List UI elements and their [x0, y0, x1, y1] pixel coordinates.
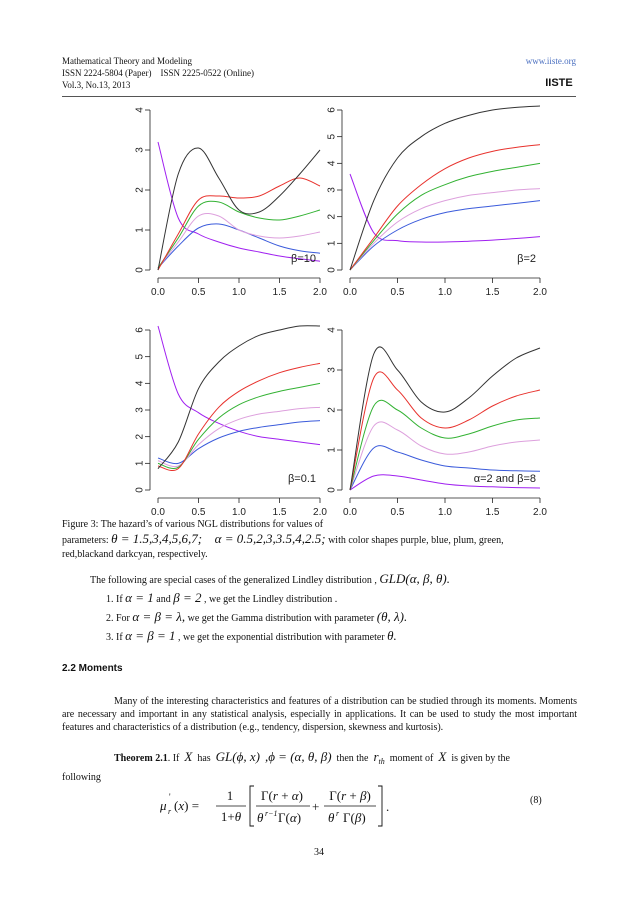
y-tick-label: 5 — [134, 353, 146, 360]
series-line-plum — [158, 407, 320, 466]
list-item — [62, 589, 582, 608]
caption-theta-values: θ = 1.5,3,4,5,6,7; — [111, 531, 203, 546]
item-number: 3. — [106, 632, 114, 643]
x-tick-label: 1.0 — [438, 287, 452, 298]
x-tick-label: 0.5 — [390, 287, 405, 298]
y-tick-label: 0 — [134, 267, 146, 273]
theorem-math: X — [438, 749, 447, 764]
list-item — [62, 608, 582, 627]
svg-text:r: r — [168, 807, 172, 816]
panel-label: α=2 and β=8 — [473, 473, 536, 485]
x-tick-label: 1.5 — [272, 507, 287, 518]
series-line-blue — [158, 421, 320, 464]
x-tick-label: 1.5 — [485, 507, 500, 518]
x-tick-label: 0.0 — [151, 287, 165, 298]
y-tick-label: 4 — [326, 327, 338, 333]
journal-volume: Vol.3, No.13, 2013 — [62, 80, 131, 90]
panel-3 — [135, 326, 328, 518]
series-line-darkcyan — [350, 347, 540, 490]
caption-line-2 — [62, 532, 582, 548]
y-tick-label: 3 — [326, 187, 338, 193]
iiste-logo — [542, 70, 576, 92]
y-tick-label: 2 — [134, 187, 146, 193]
journal-url[interactable]: www.iiste.org — [525, 56, 576, 66]
journal-header — [62, 55, 254, 91]
svg-text:Γ(α): Γ(α) — [278, 810, 302, 825]
section-heading: 2.2 Moments — [62, 663, 123, 674]
series-line-plum — [350, 189, 540, 270]
theorem-math: X — [184, 749, 193, 764]
panel-label: β=0.1 — [287, 473, 316, 485]
paragraph-text: Many of the interesting characteristics and features of a distribution can be studied through its moments. Moments are necessary and important in any statistical analysis, especially in applications. It can be used to study the most important features and characteristics of a distribution (e.g., tendency, dispersion, skewness and kurtosis). — [62, 696, 577, 733]
special-cases — [62, 570, 582, 646]
item-number: 2. — [106, 613, 114, 624]
x-tick-label: 2.0 — [533, 287, 547, 298]
x-tick-label: 2.0 — [313, 287, 327, 298]
item-text: If — [116, 632, 123, 643]
series-line-darkcyan — [158, 148, 320, 270]
y-tick-label: 0 — [326, 487, 338, 493]
caption-alpha-values: α = 0.5,2,3,3.5,4,2.5; — [214, 531, 326, 546]
panel-label: β=2 — [517, 253, 536, 265]
y-tick-label: 4 — [326, 160, 338, 167]
item-text: For — [116, 613, 130, 624]
x-tick-label: 2.0 — [533, 507, 547, 518]
item-text: and — [156, 594, 171, 605]
panel-1 — [135, 107, 328, 298]
hazard-figure — [100, 98, 560, 518]
svg-text:(x) =: (x) = — [174, 798, 200, 813]
item-math: θ. — [387, 628, 397, 643]
x-tick-label: 0.0 — [343, 287, 357, 298]
y-tick-label: 2 — [134, 433, 146, 440]
item-text: we get the Gamma distribution with parameter — [187, 613, 375, 624]
svg-text:μ: μ — [160, 798, 167, 813]
moments-paragraph — [62, 695, 577, 734]
theorem-label: Theorem 2.1 — [114, 753, 168, 764]
item-text: , we get the exponential distribution with parameter — [178, 632, 385, 643]
theorem-text: has — [197, 753, 211, 764]
theorem-text: . If — [167, 753, 180, 764]
y-tick-label: 6 — [326, 107, 338, 113]
y-tick-label: 2 — [326, 407, 338, 413]
svg-text:1+θ: 1+θ — [220, 809, 242, 824]
list-item — [62, 627, 582, 646]
special-intro-text: The following are special cases of the generalized Lindley distribution , — [90, 575, 377, 586]
x-tick-label: 0.5 — [191, 287, 206, 298]
theorem-line-2: following — [62, 772, 101, 783]
y-tick-label: 4 — [134, 107, 146, 113]
x-tick-label: 0.0 — [343, 507, 357, 518]
y-tick-label: 3 — [134, 147, 146, 153]
svg-text:Γ(r + β): Γ(r + β) — [329, 788, 371, 803]
item-math: α = 1 — [125, 590, 154, 605]
series-line-purple — [158, 142, 320, 261]
y-tick-label: 2 — [326, 213, 338, 220]
item-math: β = 2 — [173, 590, 202, 605]
svg-text:+: + — [312, 799, 320, 814]
moment-formula — [160, 780, 420, 830]
theorem-line-1 — [62, 749, 577, 770]
y-tick-label: 1 — [134, 227, 146, 233]
y-tick-label: 4 — [134, 380, 146, 387]
y-tick-label: 1 — [326, 447, 338, 453]
series-line-green — [350, 163, 540, 270]
y-tick-label: 5 — [326, 133, 338, 140]
page-number: 34 — [314, 847, 324, 858]
x-tick-label: 2.0 — [313, 507, 327, 518]
svg-text:θ: θ — [328, 810, 335, 825]
x-tick-label: 1.0 — [232, 287, 246, 298]
svg-text:Γ(β): Γ(β) — [343, 810, 366, 825]
panel-label: β=10 — [291, 253, 316, 265]
y-tick-label: 3 — [134, 407, 146, 413]
theorem-math-sub: th — [378, 757, 385, 766]
item-number: 1. — [106, 594, 114, 605]
y-tick-label: 0 — [134, 487, 146, 493]
x-tick-label: 0.5 — [191, 507, 206, 518]
svg-text:1: 1 — [226, 788, 234, 803]
x-tick-label: 1.0 — [438, 507, 452, 518]
y-tick-label: 0 — [326, 267, 338, 273]
x-tick-label: 1.5 — [485, 287, 500, 298]
svg-text:.: . — [386, 799, 390, 814]
series-line-green — [158, 383, 320, 468]
caption-line-3: red,blackand darkcyan, respectively. — [62, 549, 208, 560]
equation-number: (8) — [530, 795, 542, 806]
logo-text: IISTE — [545, 77, 573, 89]
svg-text:': ' — [169, 792, 171, 802]
series-line-purple — [158, 326, 320, 445]
item-math: α = β = λ, — [132, 609, 186, 624]
item-math: (θ, λ). — [376, 609, 408, 624]
y-tick-label: 1 — [326, 240, 338, 247]
x-tick-label: 1.0 — [232, 507, 246, 518]
theorem-math: r — [373, 749, 379, 764]
item-text: , we get the Lindley distribution . — [203, 594, 338, 605]
theorem-text: is given by the — [451, 753, 510, 764]
caption-params-label: parameters: — [62, 535, 109, 546]
series-line-darkcyan — [350, 106, 540, 270]
series-line-red — [158, 363, 320, 470]
figure-caption — [62, 518, 582, 562]
theorem-math: GL(ϕ, x) — [215, 749, 260, 764]
caption-line-1: Figure 3: The hazard’s of various NGL distributions for values of — [62, 519, 324, 530]
item-text: If — [116, 594, 123, 605]
item-math: α = β = 1 — [125, 628, 176, 643]
y-tick-label: 1 — [134, 460, 146, 467]
journal-issn: ISSN 2224-5804 (Paper) ISSN 2225-0522 (Online) — [62, 68, 254, 78]
header-divider — [62, 96, 576, 97]
svg-text:Γ(r + α): Γ(r + α) — [261, 788, 303, 803]
x-tick-label: 0.0 — [151, 507, 165, 518]
special-cases-intro — [62, 570, 582, 589]
theorem-text: then the — [336, 753, 369, 764]
caption-suffix: with color shapes purple, blue, plum, green, — [328, 535, 504, 546]
y-tick-label: 3 — [326, 367, 338, 373]
special-intro-math: GLD(α, β, θ). — [379, 571, 450, 586]
journal-title: Mathematical Theory and Modeling — [62, 56, 193, 66]
panel-4 — [327, 327, 548, 518]
svg-text:r−1: r−1 — [265, 809, 278, 818]
y-tick-label: 6 — [134, 327, 146, 333]
svg-text:θ: θ — [257, 810, 264, 825]
theorem-math: ,ϕ = (α, θ, β) — [264, 749, 332, 764]
x-tick-label: 1.5 — [272, 287, 287, 298]
x-tick-label: 0.5 — [390, 507, 405, 518]
theorem-text: moment of — [389, 753, 434, 764]
panel-2 — [327, 106, 548, 298]
series-line-darkcyan — [158, 326, 320, 469]
series-line-red — [350, 145, 540, 270]
special-cases-list — [62, 589, 582, 646]
svg-text:r: r — [336, 809, 340, 818]
